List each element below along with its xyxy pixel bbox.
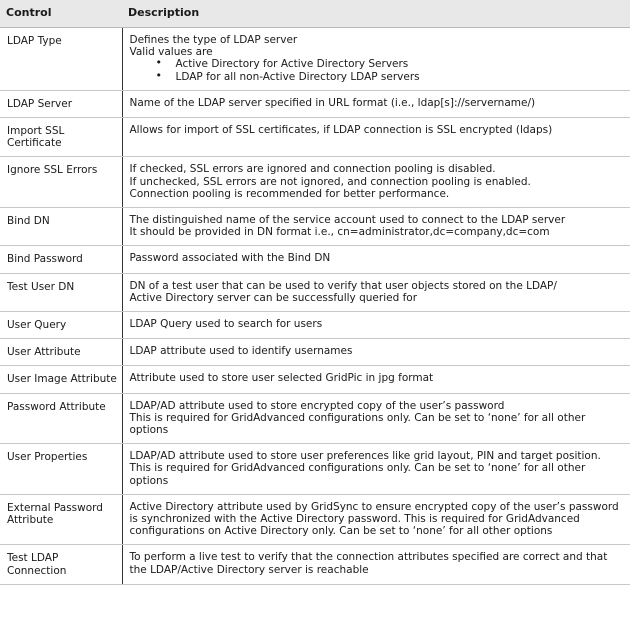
table-row <box>0 273 630 311</box>
table-row <box>0 444 630 495</box>
description-cell <box>122 118 630 157</box>
description-line: LDAP attribute used to identify usernames <box>129 345 353 358</box>
description-cell <box>122 246 630 273</box>
description-line: Name of the LDAP server specified in URL format (i.e., ldap[s]://servername/) <box>129 96 536 109</box>
table-row <box>0 393 630 444</box>
description-cell <box>122 157 630 208</box>
description-cell <box>122 28 630 91</box>
table-row <box>0 494 630 545</box>
control-name-cell: Password Attribute <box>0 393 122 444</box>
description-line: The distinguished name of the service account used to connect to the LDAP server <box>129 214 566 227</box>
description-line: Attribute used to store user selected GridPic in jpg format <box>129 372 434 385</box>
description-line: Defines the type of LDAP server <box>129 34 298 46</box>
description-line: LDAP/AD attribute used to store user preferences like grid layout, PIN and target position. <box>129 450 601 463</box>
description-cell <box>122 444 630 495</box>
table-row <box>0 246 630 273</box>
description-line: To perform a live test to verify that the connection attributes specified are correct and that the LDAP/Active Directory server is reachable <box>129 551 608 576</box>
valid-values-list <box>130 58 625 82</box>
table-row <box>0 157 630 208</box>
table-row <box>0 118 630 157</box>
description-line: Connection pooling is recommended for better performance. <box>129 187 450 200</box>
description-line: If checked, SSL errors are ignored and connection pooling is disabled. <box>129 163 496 176</box>
control-name-cell: User Image Attribute <box>0 366 122 393</box>
description-cell <box>122 208 630 246</box>
description-line: Password associated with the Bind DN <box>129 252 331 265</box>
table-row <box>0 90 630 117</box>
description-line: LDAP Query used to search for users <box>129 318 323 331</box>
control-name-cell: Import SSL Certificate <box>0 118 122 157</box>
description-cell <box>122 273 630 311</box>
table-row <box>0 339 630 366</box>
table-row <box>0 366 630 393</box>
description-cell <box>122 90 630 117</box>
table-body <box>0 28 630 585</box>
description-line: Valid values are <box>129 46 213 59</box>
control-name-cell: External Password Attribute <box>0 494 122 545</box>
control-name-cell: User Attribute <box>0 339 122 366</box>
description-line: This is required for GridAdvanced configurations only. Can be set to ‘none’ for all other options <box>129 411 586 437</box>
control-name-cell: User Query <box>0 312 122 339</box>
description-line: It should be provided in DN format i.e., cn=administrator,dc=company,dc=com <box>129 226 550 239</box>
description-cell <box>122 393 630 444</box>
control-name-cell: User Properties <box>0 444 122 495</box>
table-header-row <box>0 0 630 28</box>
table-row <box>0 312 630 339</box>
control-name-cell: LDAP Type <box>0 28 122 91</box>
description-cell <box>122 494 630 545</box>
table-row <box>0 28 630 91</box>
table-row <box>0 208 630 246</box>
description-line: Active Directory attribute used by GridSync to ensure encrypted copy of the user’s password is synchronized with the Active Directory password. This is required for GridAdvanced configurations on Active Directory only. Can be set to ‘none’ for all other options <box>129 500 619 538</box>
control-name-cell: Bind DN <box>0 208 122 246</box>
description-column-header: Description <box>122 0 630 28</box>
description-cell <box>122 545 630 584</box>
description-cell <box>122 312 630 339</box>
description-cell <box>122 366 630 393</box>
table-row <box>0 545 630 584</box>
description-line: If unchecked, SSL errors are not ignored, and connection pooling is enabled. <box>129 175 531 188</box>
control-name-cell: Test LDAP Connection <box>0 545 122 584</box>
control-name-cell: Ignore SSL Errors <box>0 157 122 208</box>
description-line: Allows for import of SSL certificates, if LDAP connection is SSL encrypted (ldaps) <box>129 124 553 137</box>
control-name-cell: LDAP Server <box>0 90 122 117</box>
control-column-header: Control <box>0 0 122 28</box>
description-line: This is required for GridAdvanced configurations only. Can be set to ‘none’ for all other options <box>129 462 586 487</box>
description-cell <box>122 339 630 366</box>
description-line: LDAP/AD attribute used to store encrypted copy of the user’s password <box>129 399 505 412</box>
description-line: DN of a test user that can be used to verify that user objects stored on the LDAP/ <box>129 279 557 292</box>
control-name-cell: Bind Password <box>0 246 122 273</box>
list-item: • LDAP for all non-Active Directory LDAP servers <box>156 71 625 83</box>
list-item: • Active Directory for Active Directory Servers <box>156 58 625 70</box>
control-name-cell: Test User DN <box>0 273 122 311</box>
description-line: Active Directory server can be successfully queried for <box>129 291 418 304</box>
